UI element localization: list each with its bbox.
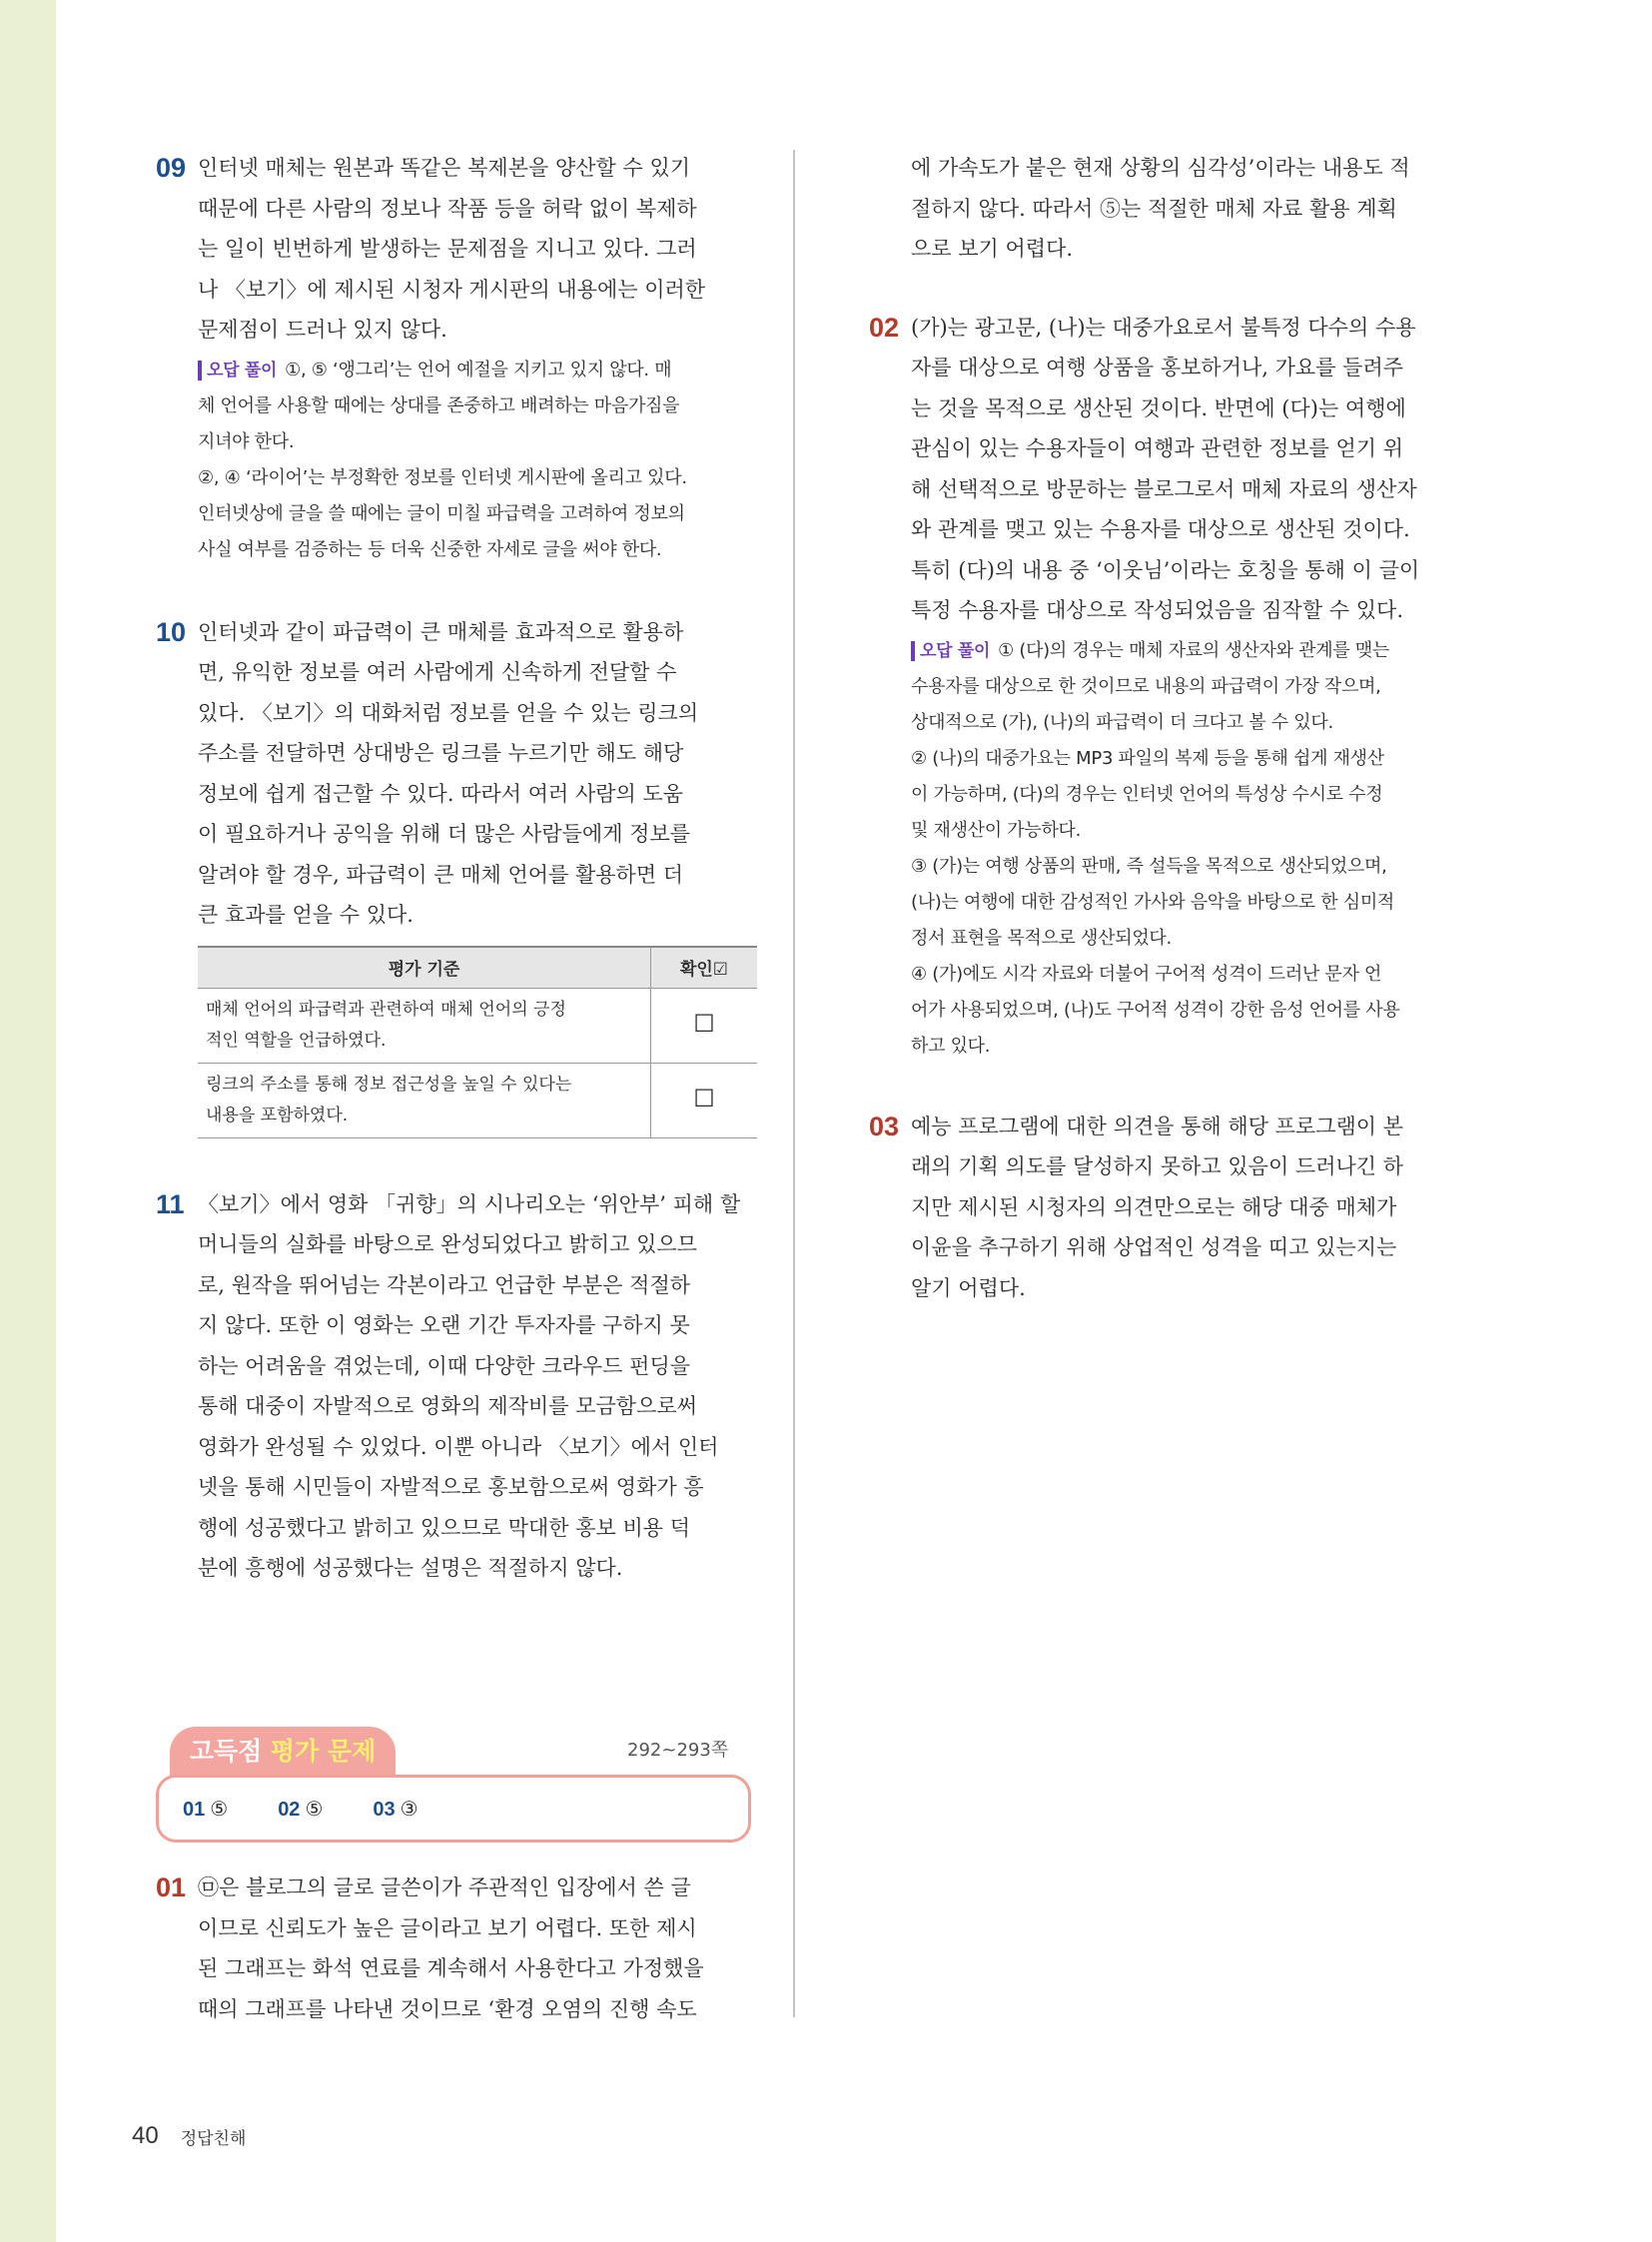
text-line: 이윤을 추구하기 위해 상업적인 성격을 띠고 있는지는 — [911, 1235, 1397, 1259]
explanation-text — [198, 612, 747, 936]
text-line: 행에 성공했다고 밝히고 있으므로 막대한 홍보 비용 덕 — [198, 1515, 691, 1540]
text-line: 지만 제시된 시청자의 의견만으로는 해당 대중 매체가 — [911, 1194, 1397, 1219]
solution-02 — [869, 308, 1460, 1065]
text-line: 는 것을 목적으로 생산된 것이다. 반면에 (다)는 여행에 — [911, 395, 1406, 420]
wrong-answer-tag: 오답 풀이 — [911, 641, 990, 661]
question-number: 11 — [156, 1188, 185, 1219]
note-line: 이 가능하며, (다)의 경우는 인터넷 언어의 특성상 수시로 수정 — [911, 783, 1383, 805]
text-line: 알려야 할 경우, 파급력이 큰 매체 언어를 활용하면 더 — [198, 862, 684, 887]
text-line: 문제점이 드러나 있지 않다. — [198, 318, 447, 342]
note-line: 어가 사용되었으며, (나)도 구어적 성격이 강한 음성 언어를 사용 — [911, 999, 1400, 1021]
note-line: 지녀야 한다. — [198, 430, 295, 452]
section-page-range: 292~293쪽 — [627, 1740, 729, 1761]
note-line: 체 언어를 사용할 때에는 상대를 존중하고 배려하는 마음가짐을 — [198, 394, 680, 416]
solution-01 — [156, 1868, 789, 2029]
text-line: 래의 기획 의도를 달성하지 못하고 있음이 드러나긴 하 — [911, 1154, 1404, 1178]
explanation-text — [911, 308, 1460, 631]
question-number: 02 — [869, 312, 900, 343]
note-line: 인터넷상에 글을 쓸 때에는 글이 미칠 파급력을 고려하여 정보의 — [198, 502, 685, 524]
text-line: 으로 보기 어렵다. — [911, 237, 1074, 261]
text-line: ㉤은 블로그의 글로 글쓴이가 주관적인 입장에서 쓴 글 — [198, 1875, 691, 1899]
text-line: 지 않다. 또한 이 영화는 오랜 기간 투자자를 구하지 못 — [198, 1313, 690, 1337]
text-line: 때문에 다른 사람의 정보나 작품 등을 허락 없이 복제하 — [198, 196, 697, 221]
note-line: ④ (가)에도 시각 자료와 더불어 구어적 성격이 드러난 문자 언 — [911, 963, 1382, 985]
criteria-cell: 매체 언어의 파급력과 관련하여 매체 언어의 긍정 적인 역할을 언급하였다. — [198, 988, 651, 1063]
note-line: ② (나)의 대중가요는 MP3 파일의 복제 등을 통해 쉽게 재생산 — [911, 747, 1384, 769]
question-number: 09 — [156, 153, 187, 183]
text-line: 인터넷과 같이 파급력이 큰 매체를 효과적으로 활용하 — [198, 619, 684, 644]
explanation-text — [911, 1107, 1460, 1309]
side-color-band — [0, 0, 56, 2242]
text-line: 와 관계를 맺고 있는 수용자를 대상으로 생산된 것이다. — [911, 517, 1410, 541]
question-number: 03 — [869, 1111, 900, 1141]
note-line: 수용자를 대상으로 한 것이므로 내용의 파급력이 가장 작으며, — [911, 675, 1381, 697]
table-row — [198, 988, 757, 1063]
page-footer — [132, 2122, 246, 2150]
question-11 — [156, 1184, 747, 1589]
text-line: 이므로 신뢰도가 높은 글이라고 보기 어렵다. 또한 제시 — [198, 1915, 697, 1940]
text-line: 인터넷 매체는 원본과 똑같은 복제본을 양산할 수 있기 — [198, 156, 691, 180]
answer-item: 03 ③ — [373, 1796, 418, 1821]
book-label: 정답친해 — [180, 2128, 247, 2149]
section-title-tab: 고득점 평가 문제 — [170, 1727, 396, 1777]
criteria-header: 평가 기준 — [198, 947, 651, 989]
note-line: 오답 풀이 ① (다)의 경우는 매체 자료의 생산자와 관계를 맺는 — [911, 633, 1460, 669]
wrong-answer-notes — [911, 633, 1460, 1065]
checkbox[interactable]: ☐ — [651, 988, 758, 1063]
text-line: 자를 대상으로 여행 상품을 홍보하거나, 가요를 들려주 — [911, 356, 1404, 379]
note-line: ②, ④ ‘라이어’는 부정확한 정보를 인터넷 게시판에 올리고 있다. — [198, 466, 687, 488]
explanation-text — [911, 148, 1460, 270]
text-line: 로, 원작을 뛰어넘는 각본이라고 언급한 부분은 적절하 — [198, 1272, 691, 1297]
text-line: 관심이 있는 수용자들이 여행과 관련한 정보를 얻기 위 — [911, 436, 1404, 460]
text-line: 주소를 전달하면 상대방은 링크를 누르기만 해도 해당 — [198, 741, 684, 765]
text-line: 영화가 완성될 수 있었다. 이뿐 아니라 〈보기〉에서 인터 — [198, 1434, 719, 1459]
evaluation-table — [198, 946, 757, 1138]
text-line: 절하지 않다. 따라서 ⑤는 적절한 매체 자료 활용 계획 — [911, 196, 1397, 221]
answer-key-box — [156, 1775, 751, 1843]
note-line: 정서 표현을 목적으로 생산되었다. — [911, 927, 1172, 949]
explanation-text — [198, 1868, 789, 2029]
question-10 — [156, 612, 747, 1138]
wrong-answer-tag: 오답 풀이 — [198, 361, 277, 380]
text-line: 해 선택적으로 방문하는 블로그로서 매체 자료의 생산자 — [911, 476, 1417, 501]
column-divider — [793, 150, 795, 2017]
solution-03 — [869, 1107, 1460, 1309]
checkbox[interactable]: ☐ — [651, 1063, 758, 1137]
right-column — [869, 148, 1460, 1308]
text-line: 나 〈보기〉에 제시된 시청자 게시판의 내용에는 이러한 — [198, 277, 706, 302]
text-line: 된 그래프는 화석 연료를 계속해서 사용한다고 가정했을 — [198, 1956, 704, 1980]
text-line: 때의 그래프를 나타낸 것이므로 ‘환경 오염의 진행 속도 — [198, 1996, 697, 2021]
text-line: 큰 효과를 얻을 수 있다. — [198, 903, 413, 927]
answer-item: 01 ⑤ — [183, 1796, 229, 1821]
note-line: 오답 풀이 ①, ⑤ ‘앵그리’는 언어 예절을 지키고 있지 않다. 매 — [198, 353, 747, 388]
note-line: 및 재생산이 가능하다. — [911, 819, 1082, 841]
wrong-answer-notes — [198, 353, 747, 568]
text-line: 예능 프로그램에 대한 의견을 통해 해당 프로그램이 본 — [911, 1114, 1404, 1138]
note-line: 상대적으로 (가), (나)의 파급력이 더 크다고 볼 수 있다. — [911, 711, 1333, 733]
text-line: 〈보기〉에서 영화 「귀향」의 시나리오는 ‘위안부’ 피해 할 — [198, 1191, 741, 1216]
text-line: 머니들의 실화를 바탕으로 완성되었다고 밝히고 있으므 — [198, 1232, 697, 1256]
page-number: 40 — [132, 2122, 159, 2149]
explanation-text — [198, 1184, 747, 1589]
left-column — [156, 148, 747, 1589]
explanation-text — [198, 148, 747, 351]
note-line: 하고 있다. — [911, 1035, 991, 1057]
note-line: (나)는 여행에 대한 감성적인 가사와 음악을 바탕으로 한 심미적 — [911, 891, 1395, 913]
check-header: 확인☑ — [651, 947, 758, 989]
text-line: 정보에 쉽게 접근할 수 있다. 따라서 여러 사람의 도움 — [198, 781, 684, 806]
text-line: 면, 유익한 정보를 여러 사람에게 신속하게 전달할 수 — [198, 660, 677, 684]
text-line: (가)는 광고문, (나)는 대중가요로서 불특정 다수의 수용 — [911, 315, 1416, 340]
question-number: 10 — [156, 616, 187, 647]
text-line: 특정 수용자를 대상으로 작성되었음을 짐작할 수 있다. — [911, 598, 1404, 622]
answer-item: 02 ⑤ — [278, 1796, 324, 1821]
text-line: 이 필요하거나 공익을 위해 더 많은 사람들에게 정보를 — [198, 822, 691, 846]
question-09 — [156, 148, 747, 568]
table-row — [198, 1063, 757, 1137]
text-line: 하는 어려움을 겪었는데, 이때 다양한 크라우드 펀딩을 — [198, 1353, 691, 1378]
table-header-row — [198, 947, 757, 989]
solution-01-continued — [869, 148, 1460, 270]
note-line: ③ (가)는 여행 상품의 판매, 즉 설득을 목적으로 생산되었으며, — [911, 855, 1387, 877]
text-line: 에 가속도가 붙은 현재 상황의 심각성’이라는 내용도 적 — [911, 156, 1410, 180]
text-line: 분에 흥행에 성공했다는 설명은 적절하지 않다. — [198, 1556, 623, 1580]
text-line: 특히 (다)의 내용 중 ‘이웃님’이라는 호칭을 통해 이 글이 — [911, 557, 1420, 582]
text-line: 알기 어렵다. — [911, 1275, 1026, 1300]
question-number: 01 — [156, 1872, 187, 1902]
note-line: 사실 여부를 검증하는 등 더욱 신중한 자세로 글을 써야 한다. — [198, 538, 662, 560]
text-line: 는 일이 빈번하게 발생하는 문제점을 지니고 있다. 그러 — [198, 237, 697, 261]
text-line: 통해 대중이 자발적으로 영화의 제작비를 모금함으로써 — [198, 1394, 697, 1418]
text-line: 있다. 〈보기〉의 대화처럼 정보를 얻을 수 있는 링크의 — [198, 700, 699, 725]
text-line: 넷을 통해 시민들이 자발적으로 홍보함으로써 영화가 흥 — [198, 1475, 704, 1499]
criteria-cell: 링크의 주소를 통해 정보 접근성을 높일 수 있다는 내용을 포함하였다. — [198, 1063, 651, 1137]
